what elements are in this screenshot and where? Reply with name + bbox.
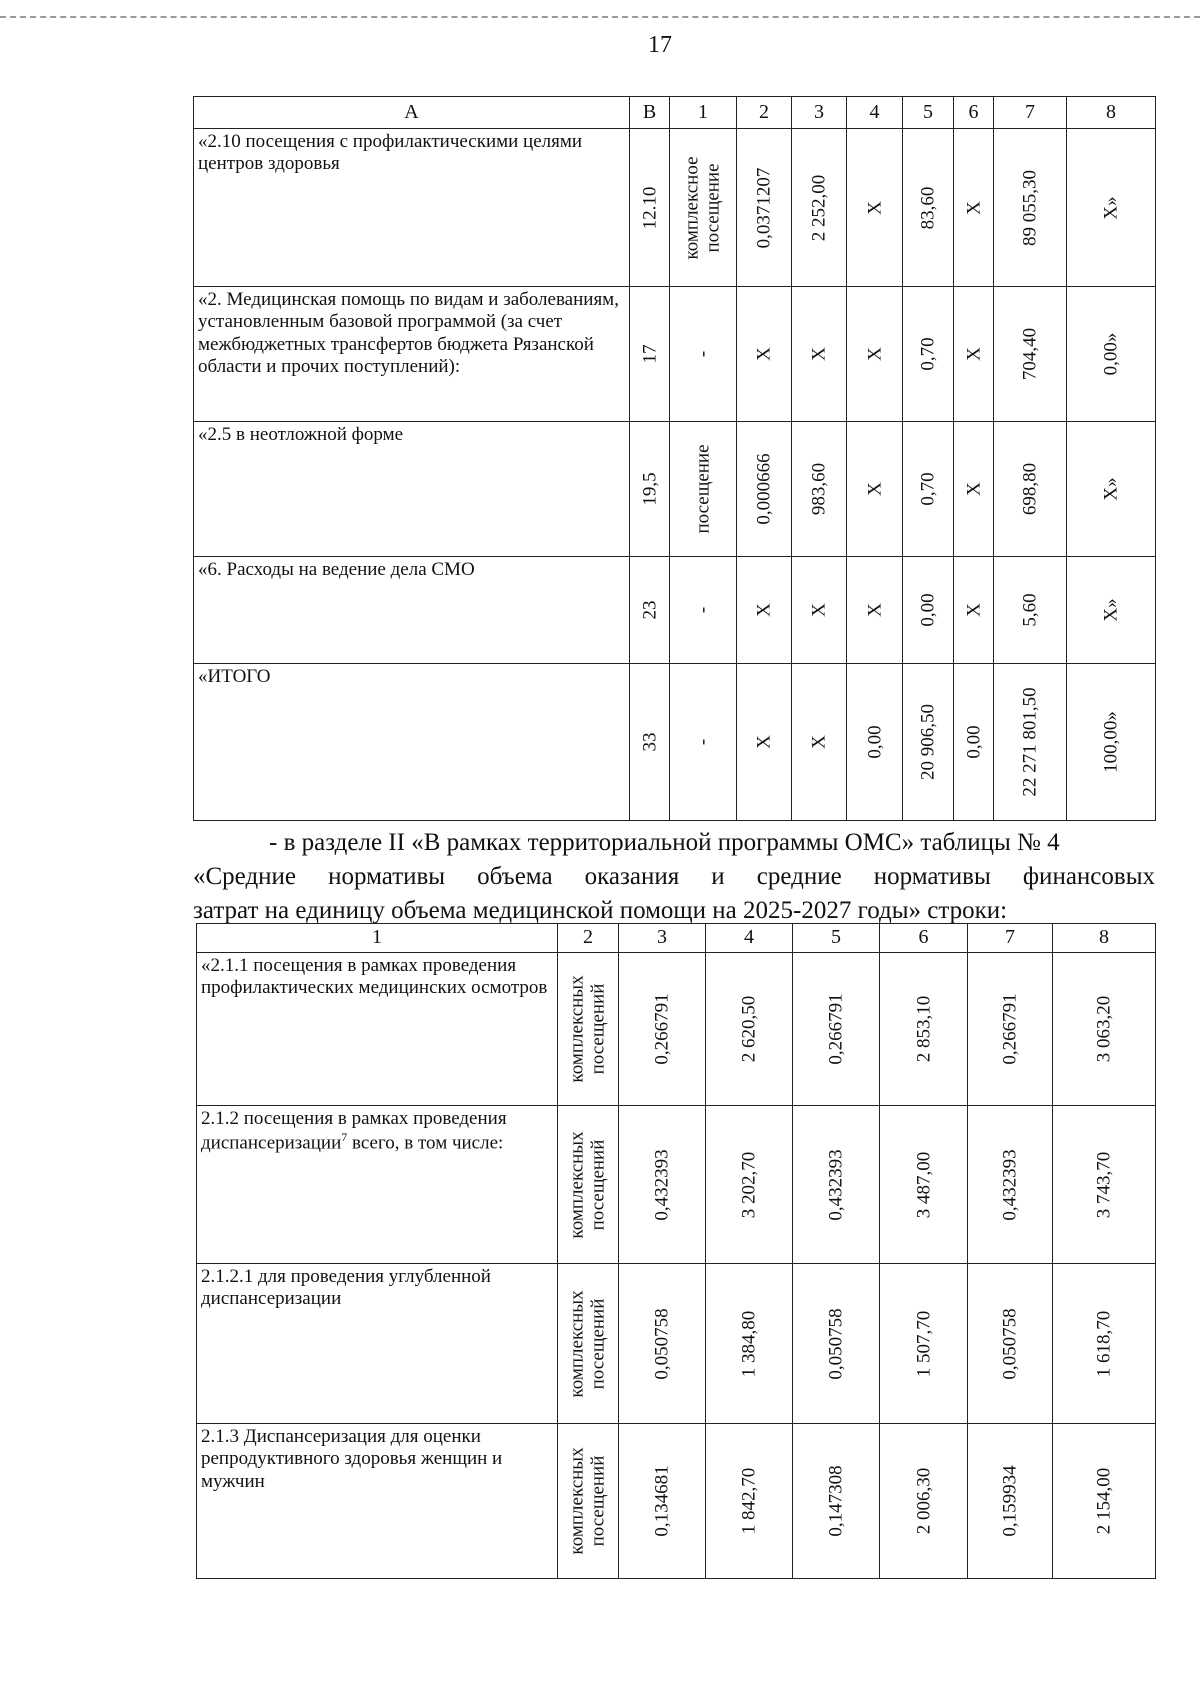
row-code: 17	[638, 344, 660, 364]
cell-value: Х	[962, 482, 984, 496]
row-name: «2.5 в неотложной форме	[194, 422, 630, 557]
cell-value: 0,70	[917, 337, 939, 371]
col-header-6: 6	[880, 924, 968, 953]
col-header-6: 6	[954, 97, 994, 129]
cell-value: 3 743,70	[1093, 1151, 1115, 1218]
cell-value: 983,60	[808, 462, 830, 516]
cell-value: 0,0371207	[753, 167, 775, 248]
cell-value: Х»	[1100, 195, 1122, 220]
cell-value: 0,134681	[651, 1465, 673, 1537]
cell-value: Х	[863, 347, 885, 361]
cell-value: Х	[808, 735, 830, 749]
cell-value: 1 507,70	[912, 1310, 934, 1377]
cell-value: 0,00	[917, 593, 939, 627]
cell-value: Х»	[1100, 477, 1122, 501]
cell-value: Х	[753, 735, 775, 749]
cell-value: Х	[808, 347, 830, 361]
page-top-rule	[0, 16, 1200, 18]
footnote-marker: 7	[341, 1130, 348, 1145]
table-row	[194, 664, 1156, 821]
col-header-4: 4	[847, 97, 903, 129]
cell-value: 0,000666	[753, 453, 775, 525]
row-code: 23	[638, 600, 660, 620]
cell-value: 5,60	[1019, 593, 1041, 627]
row-unit: комплексное посещение	[681, 155, 724, 260]
cell-value: 0,00»	[1100, 332, 1122, 376]
cell-value: 0,050758	[651, 1307, 673, 1380]
row-name: «ИТОГО	[194, 664, 630, 821]
standards-table-top	[193, 96, 1156, 821]
col-header-3: 3	[619, 924, 706, 953]
cell-value: Х	[753, 347, 775, 361]
row-unit: комплексных посещений	[566, 1289, 609, 1398]
cell-value: Х	[863, 200, 885, 215]
row-name: 2.1.2 посещения в рамках проведения диспансеризации$^7$ всего, в том числе:	[197, 1106, 558, 1264]
cell-value: 2 154,00	[1093, 1467, 1115, 1535]
cell-value: 83,60	[917, 186, 939, 229]
cell-value: 0,266791	[651, 993, 673, 1065]
cell-value: Х	[962, 603, 984, 617]
cell-value: 0,159934	[999, 1465, 1021, 1537]
table-row	[194, 422, 1156, 557]
col-header-5: 5	[903, 97, 954, 129]
table-row	[197, 1264, 1156, 1424]
cell-value: 0,432393	[651, 1148, 673, 1221]
row-name: «2.1.1 посещения в рамках проведения профилактических медицинских осмотров	[197, 953, 558, 1106]
table-row	[197, 1424, 1156, 1579]
cell-value: 3 202,70	[738, 1151, 760, 1218]
page-number: 17	[648, 32, 672, 58]
col-header-4: 4	[706, 924, 793, 953]
cell-value: 2 853,10	[912, 995, 934, 1063]
cell-value: 0,266791	[999, 993, 1021, 1065]
row-unit: комплексных посещений	[566, 1447, 609, 1555]
row-name: «2.10 посещения с профилактическими целями центров здоровья	[194, 129, 630, 287]
col-header-7: 7	[994, 97, 1067, 129]
col-header-a: А	[194, 97, 630, 129]
cell-value: 0,266791	[825, 993, 847, 1065]
col-header-8: 8	[1067, 97, 1156, 129]
row-code: 12.10	[638, 186, 660, 229]
row-name: «2. Медицинская помощь по видам и заболеваниям, установленным базовой программой (за счет межбюджетных трансфертов бюджета Рязанской области и прочих поступлений):	[194, 287, 630, 422]
cell-value: 89 055,30	[1019, 169, 1041, 246]
cell-value: 0,432393	[999, 1148, 1021, 1221]
table-header-row	[197, 924, 1156, 953]
cell-value: Х	[863, 482, 885, 496]
row-unit: -	[692, 738, 714, 746]
table-row	[194, 129, 1156, 287]
amendment-paragraph-line-2: «Средние нормативы объема оказания и средние нормативы финансовых	[193, 863, 1155, 890]
row-unit: -	[692, 606, 714, 614]
table-row	[194, 287, 1156, 422]
cell-value: 3 063,20	[1093, 995, 1115, 1063]
row-code: 19,5	[638, 472, 660, 506]
row-name: «6. Расходы на ведение дела СМО	[194, 557, 630, 664]
cell-value: 0,00	[863, 725, 885, 759]
cell-value: Х	[753, 603, 775, 617]
table-row	[197, 1106, 1156, 1264]
amendment-paragraph-line-1: - в разделе II «В рамках территориальной программы ОМС» таблицы № 4	[269, 829, 1060, 856]
cell-value: Х»	[1100, 598, 1122, 622]
row-unit: комплексных посещений	[566, 1130, 609, 1239]
cell-value: 100,00»	[1100, 711, 1122, 773]
cell-value: 2 006,30	[912, 1467, 934, 1535]
cell-value: 0,050758	[825, 1307, 847, 1380]
cell-value: 22 271 801,50	[1019, 687, 1041, 797]
table-header-row	[194, 97, 1156, 129]
col-header-5: 5	[793, 924, 880, 953]
cell-value: 704,40	[1019, 327, 1041, 381]
cell-value: Х	[863, 603, 885, 617]
row-name: 2.1.2.1 для проведения углубленной диспансеризации	[197, 1264, 558, 1424]
cell-value: 2 620,50	[738, 995, 760, 1063]
col-header-8: 8	[1053, 924, 1156, 953]
cell-value: 0,432393	[825, 1148, 847, 1221]
col-header-3: 3	[792, 97, 847, 129]
amendment-paragraph-line-3: затрат на единицу объема медицинской помощи на 2025-2027 годы» строки:	[193, 897, 1008, 924]
row-unit: -	[692, 350, 714, 358]
cell-value: 3 487,00	[912, 1151, 934, 1218]
cell-value: 0,70	[917, 472, 939, 506]
cell-value: 1 384,80	[738, 1310, 760, 1377]
cell-value: 20 906,50	[917, 704, 939, 780]
cell-value: 0,050758	[999, 1307, 1021, 1380]
cell-value: 1 842,70	[738, 1467, 760, 1535]
cell-value: 698,80	[1019, 462, 1041, 516]
cell-value: 0,00	[962, 725, 984, 759]
cell-value: Х	[808, 603, 830, 617]
col-header-2: 2	[558, 924, 619, 953]
cell-value: 0,147308	[825, 1465, 847, 1537]
standards-table-bottom	[196, 923, 1156, 1579]
row-name: 2.1.3 Диспансеризация для оценки репродуктивного здоровья женщин и мужчин	[197, 1424, 558, 1579]
col-header-2: 2	[737, 97, 792, 129]
cell-value: Х	[962, 347, 984, 361]
row-unit: комплексных посещений	[566, 975, 609, 1083]
cell-value: 2 252,00	[808, 174, 830, 241]
table-row	[197, 953, 1156, 1106]
col-header-b: В	[630, 97, 670, 129]
row-code: 33	[638, 732, 660, 752]
cell-value: 1 618,70	[1093, 1310, 1115, 1377]
table-row	[194, 557, 1156, 664]
row-unit: посещение	[692, 444, 714, 534]
col-header-7: 7	[968, 924, 1053, 953]
cell-value: Х	[962, 200, 984, 215]
col-header-1: 1	[197, 924, 558, 953]
col-header-1: 1	[670, 97, 737, 129]
